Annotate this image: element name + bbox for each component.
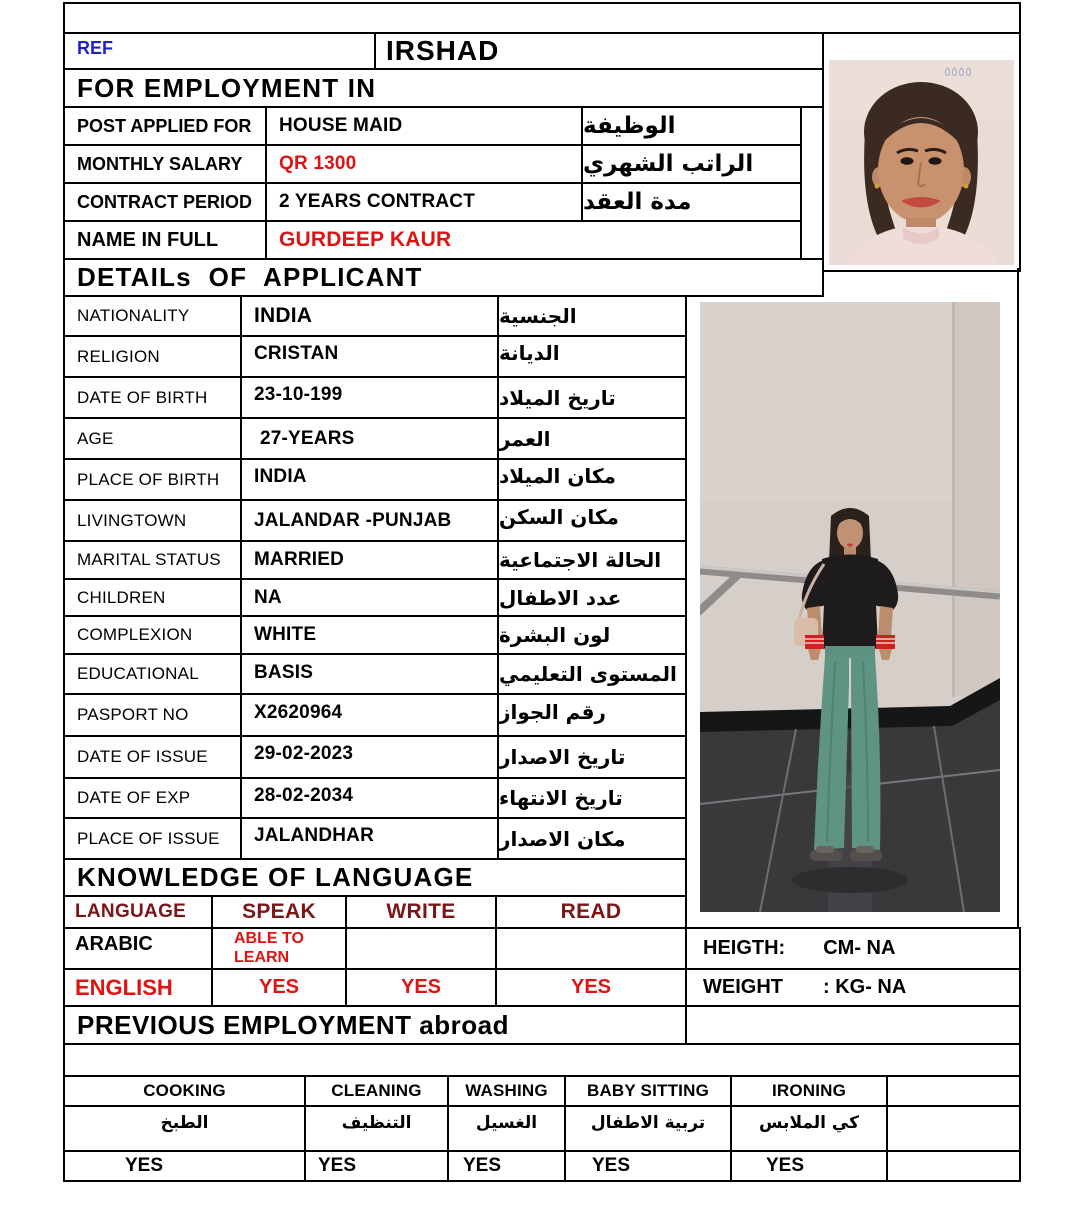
detail-arabic: عدد الاطفال xyxy=(497,578,687,617)
skill-arabic-empty xyxy=(886,1105,1021,1152)
post-applied-value: HOUSE MAID xyxy=(265,106,583,146)
skill-arabic-babysitting: تربية الاطفال xyxy=(564,1105,732,1152)
arabic-write-value xyxy=(345,927,497,970)
skill-header-ironing: IRONING xyxy=(730,1075,888,1107)
skill-header-cleaning: CLEANING xyxy=(304,1075,449,1107)
detail-value: MARRIED xyxy=(240,540,499,580)
weight-value: : KG- NA xyxy=(823,976,907,998)
detail-arabic: مكان الاصدار xyxy=(497,817,687,860)
arabic-read-value xyxy=(495,927,687,970)
skill-answer-ironing: YES xyxy=(730,1150,888,1182)
detail-value: JALANDAR -PUNJAB xyxy=(240,499,499,542)
skill-header-washing: WASHING xyxy=(447,1075,566,1107)
monthly-salary-arabic: الراتب الشهري xyxy=(581,144,802,184)
skill-header-cooking: COOKING xyxy=(63,1075,306,1107)
detail-value: 28-02-2034 xyxy=(240,777,499,819)
detail-label: PASPORT NO xyxy=(63,693,242,737)
knowledge-title: KNOWLEDGE OF LANGUAGE xyxy=(63,858,687,897)
post-applied-arabic: الوظيفة xyxy=(581,106,802,146)
detail-value: INDIA xyxy=(240,458,499,501)
detail-label: EDUCATIONAL xyxy=(63,653,242,695)
skill-answer-babysitting: YES xyxy=(564,1150,732,1182)
detail-label: DATE OF BIRTH xyxy=(63,376,242,419)
detail-arabic: الجنسية xyxy=(497,295,687,337)
detail-value: WHITE xyxy=(240,615,499,655)
arabic-speak-value: ABLE TO LEARN xyxy=(211,927,347,970)
name-in-full-value: GURDEEP KAUR xyxy=(265,220,802,260)
details-title: DETAILs OF APPLICANT xyxy=(63,258,824,297)
detail-arabic: الحالة الاجتماعية xyxy=(497,540,687,580)
contract-period-arabic: مدة العقد xyxy=(581,182,802,222)
detail-value: 23-10-199 xyxy=(240,376,499,419)
height-field xyxy=(685,927,1021,970)
passport-photo-cell xyxy=(822,32,1021,272)
post-applied-label: POST APPLIED FOR xyxy=(63,106,267,146)
detail-arabic: العمر xyxy=(497,417,687,460)
name-in-full-label: NAME IN FULL xyxy=(63,220,267,260)
detail-value: CRISTAN xyxy=(240,335,499,378)
detail-label: LIVINGTOWN xyxy=(63,499,242,542)
height-value: CM- NA xyxy=(823,937,896,959)
english-write-value: YES xyxy=(345,968,497,1007)
weight-field xyxy=(685,968,1021,1007)
detail-arabic: لون البشرة xyxy=(497,615,687,655)
detail-value: JALANDHAR xyxy=(240,817,499,860)
monthly-salary-value: QR 1300 xyxy=(265,144,583,184)
detail-arabic: مكان السكن xyxy=(497,499,687,542)
detail-arabic: مكان الميلاد xyxy=(497,458,687,501)
detail-label: PLACE OF BIRTH xyxy=(63,458,242,501)
right-empty-cell xyxy=(685,1005,1021,1045)
skill-arabic-cleaning: التنظيف xyxy=(304,1105,449,1152)
contract-period-value: 2 YEARS CONTRACT xyxy=(265,182,583,222)
english-language-label: ENGLISH xyxy=(63,968,213,1007)
detail-label: DATE OF ISSUE xyxy=(63,735,242,779)
skill-arabic-cooking: الطبخ xyxy=(63,1105,306,1152)
empty-row xyxy=(63,1043,1021,1077)
arabic-language-label: ARABIC xyxy=(63,927,213,970)
skill-answer-washing: YES xyxy=(447,1150,566,1182)
detail-label: AGE xyxy=(63,417,242,460)
detail-value: 27-YEARS xyxy=(240,417,499,460)
svg-text:٥٥٥٥: ٥٥٥٥ xyxy=(944,65,972,80)
detail-arabic: تاريخ الميلاد xyxy=(497,376,687,419)
contract-period-label: CONTRACT PERIOD xyxy=(63,182,267,222)
detail-label: COMPLEXION xyxy=(63,615,242,655)
skill-arabic-ironing: كي الملابس xyxy=(730,1105,888,1152)
detail-value: BASIS xyxy=(240,653,499,695)
detail-arabic: تاريخ الاصدار xyxy=(497,735,687,779)
speak-col-header: SPEAK xyxy=(211,895,347,929)
skill-header-babysitting: BABY SITTING xyxy=(564,1075,732,1107)
english-read-value: YES xyxy=(495,968,687,1007)
applicant-ref-name: IRSHAD xyxy=(374,32,824,70)
detail-label: MARITAL STATUS xyxy=(63,540,242,580)
detail-label: PLACE OF ISSUE xyxy=(63,817,242,860)
skill-header-empty xyxy=(886,1075,1021,1107)
monthly-salary-label: MONTHLY SALARY xyxy=(63,144,267,184)
detail-arabic: المستوى التعليمي xyxy=(497,653,687,695)
detail-value: 29-02-2023 xyxy=(240,735,499,779)
detail-label: DATE OF EXP xyxy=(63,777,242,819)
write-col-header: WRITE xyxy=(345,895,497,929)
detail-value: NA xyxy=(240,578,499,617)
read-col-header: READ xyxy=(495,895,687,929)
detail-label: RELIGION xyxy=(63,335,242,378)
weight-label: WEIGHT xyxy=(703,976,783,998)
detail-value: INDIA xyxy=(240,295,499,337)
skill-arabic-washing: الغسيل xyxy=(447,1105,566,1152)
detail-label: CHILDREN xyxy=(63,578,242,617)
detail-arabic: الديانة xyxy=(497,335,687,378)
detail-value: X2620964 xyxy=(240,693,499,737)
skill-answer-cooking: YES xyxy=(63,1150,306,1182)
outer-right-border xyxy=(1017,268,1019,929)
detail-arabic: رقم الجواز xyxy=(497,693,687,737)
detail-label: NATIONALITY xyxy=(63,295,242,337)
skill-answer-cleaning: YES xyxy=(304,1150,449,1182)
detail-arabic: تاريخ الانتهاء xyxy=(497,777,687,819)
top-empty-row xyxy=(63,2,1021,34)
language-col-header: LANGUAGE xyxy=(63,895,213,929)
skill-answer-empty xyxy=(886,1150,1021,1182)
full-body-photo xyxy=(700,302,1000,912)
english-speak-value: YES xyxy=(211,968,347,1007)
height-label: HEIGTH: xyxy=(703,937,786,959)
for-employment-title: FOR EMPLOYMENT IN xyxy=(63,68,824,108)
ref-label: REF xyxy=(63,32,376,70)
previous-employment-title: PREVIOUS EMPLOYMENT abroad xyxy=(63,1005,687,1045)
passport-photo xyxy=(829,60,1014,265)
